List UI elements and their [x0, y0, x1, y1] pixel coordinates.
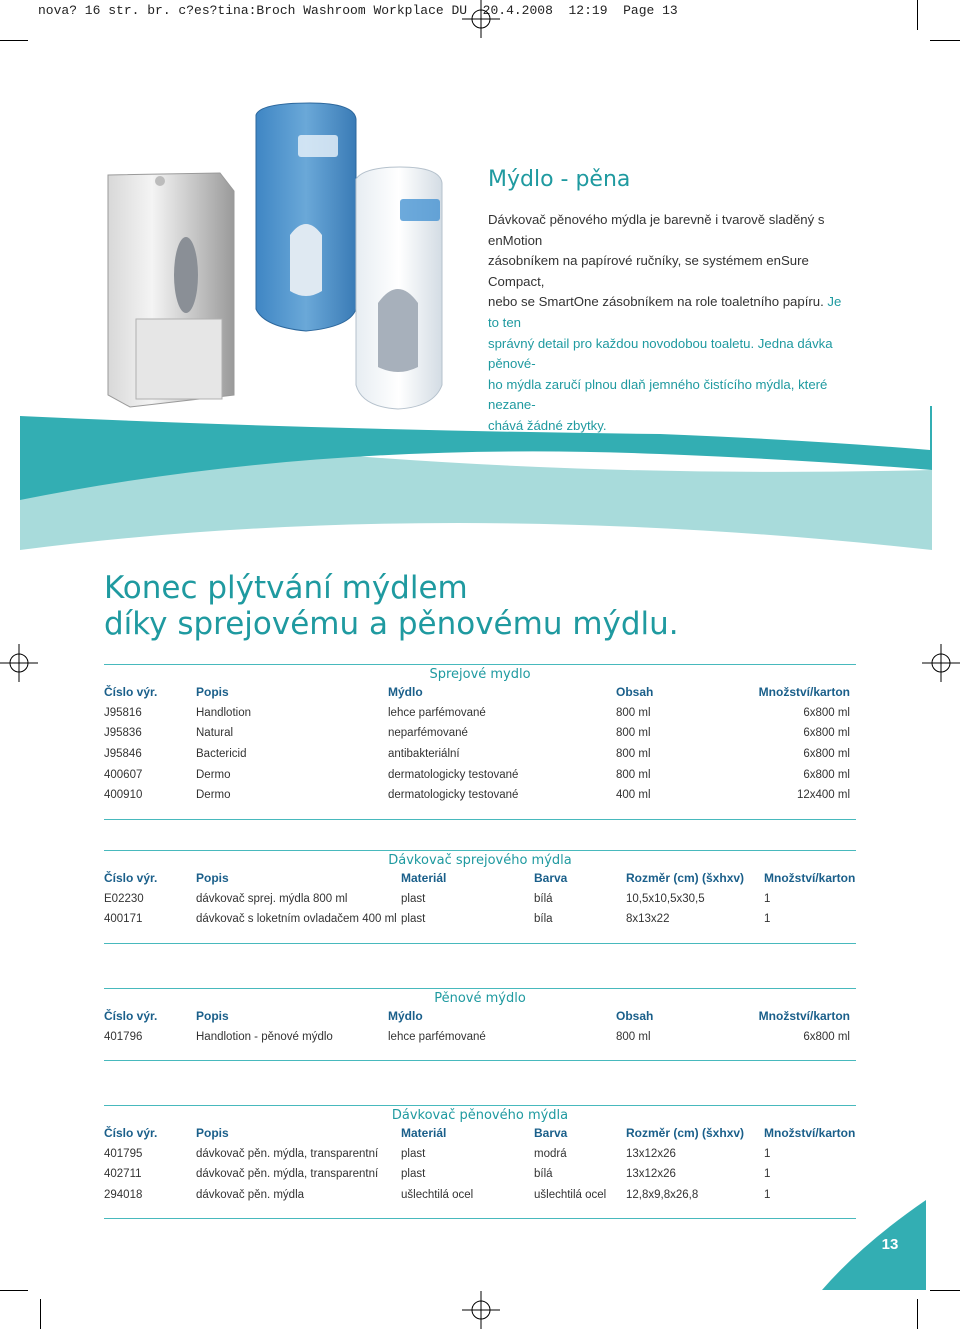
headline	[104, 570, 864, 642]
foam-dispenser-table	[104, 1123, 864, 1205]
column-header: Množství/karton	[764, 871, 856, 886]
table-row	[104, 785, 864, 806]
table-cell: 13x12x26	[626, 1168, 676, 1181]
section-rule	[104, 819, 856, 820]
table-cell: 6x800 ml	[803, 748, 850, 761]
column-header: Množství/karton	[764, 1126, 856, 1141]
spray-dispenser-section	[104, 850, 856, 944]
table-header-row	[104, 682, 864, 703]
table-row	[104, 1027, 864, 1048]
table-cell: Handlotion - pěnové mýdlo	[196, 1030, 333, 1043]
section-title: Dávkovač pěnového mýdla	[391, 1108, 569, 1123]
table-row	[104, 909, 864, 930]
column-header: Rozměr (cm) (šxhxv)	[626, 871, 745, 886]
crop-mark	[930, 1290, 960, 1291]
decorative-wave	[20, 400, 932, 550]
table-cell: modrá	[534, 1147, 567, 1160]
table-cell: 1	[764, 1147, 771, 1160]
table-cell: 6x800 ml	[803, 706, 850, 719]
bottom-registration-mark	[462, 1291, 500, 1329]
foam-dispenser-section	[104, 1105, 856, 1219]
section-rule	[104, 664, 856, 665]
table-cell: 12x400 ml	[796, 789, 850, 802]
table-cell: dávkovač pěn. mýdla, transparentní	[196, 1168, 379, 1181]
table-cell: J95846	[104, 748, 142, 761]
section-rule	[104, 943, 856, 944]
table-row	[104, 764, 864, 785]
spray-dispenser-table	[104, 868, 864, 930]
column-header: Číslo výr.	[104, 685, 158, 700]
intro-line-highlight: Jedna dávka pěnové-	[488, 335, 833, 372]
table-cell: 401795	[104, 1147, 143, 1160]
section-title: Pěnové mýdlo	[434, 991, 526, 1006]
table-cell: neparfémované	[388, 727, 468, 740]
column-header: Popis	[196, 1126, 229, 1141]
intro-line: zásobníkem na papírové ručníky, se systémem enSure Compact,	[488, 253, 809, 289]
table-cell: 12,8x9,8x26,8	[626, 1189, 699, 1202]
intro-line-highlight: ho mýdla zaručí plnou dlaň jemného čistícího mýdla, které nezane-	[488, 376, 828, 413]
table-cell: plast	[401, 1168, 426, 1181]
column-header: Popis	[196, 1009, 229, 1024]
table-cell: 13x12x26	[626, 1147, 676, 1160]
left-registration-mark	[0, 644, 38, 682]
table-row	[104, 723, 864, 744]
table-cell: 6x800 ml	[803, 1030, 850, 1043]
table-cell: dávkovač pěn. mýdla, transparentní	[196, 1147, 379, 1160]
section-title: Sprejové mydlo	[429, 667, 531, 682]
column-header: Číslo výr.	[104, 871, 158, 886]
table-header-row	[104, 868, 864, 889]
section-rule	[104, 1060, 856, 1061]
column-header: Mýdlo	[388, 1009, 423, 1024]
table-cell: lehce parfémované	[388, 1030, 486, 1043]
column-header: Barva	[534, 871, 568, 886]
table-cell: plast	[401, 913, 426, 926]
intro-line-highlight: Je to ten	[488, 294, 842, 330]
column-header: Popis	[196, 685, 229, 700]
table-cell: plast	[401, 1147, 426, 1160]
table-cell: Natural	[196, 727, 234, 740]
table-cell: 800 ml	[616, 1030, 651, 1043]
table-cell: dermatologicky testované	[388, 789, 519, 802]
table-row	[104, 889, 864, 910]
table-row	[104, 1185, 864, 1206]
intro-line-highlight: chává žádné zbytky.	[488, 417, 607, 433]
table-cell: 1	[764, 1189, 771, 1202]
table-cell: J95816	[104, 706, 142, 719]
table-cell: Dermo	[196, 789, 231, 802]
table-cell: bílá	[534, 892, 553, 905]
crop-mark	[917, 1299, 918, 1329]
page-number: 13	[881, 1236, 899, 1253]
table-cell: 800 ml	[616, 706, 651, 719]
spray-soap-table	[104, 682, 864, 806]
table-cell: antibakteriální	[388, 748, 460, 761]
table-cell: 800 ml	[616, 727, 651, 740]
table-cell: 800 ml	[616, 768, 651, 781]
table-row	[104, 1144, 864, 1165]
table-cell: 401796	[104, 1030, 143, 1043]
table-cell: 294018	[104, 1189, 143, 1202]
intro-line-highlight: správný detail pro každou novodobou toaletu.	[488, 335, 755, 351]
column-header: Popis	[196, 871, 229, 886]
column-header: Rozměr (cm) (šxhxv)	[626, 1126, 745, 1141]
table-cell: 10,5x10,5x30,5	[626, 892, 705, 905]
table-row	[104, 744, 864, 765]
table-cell: 400607	[104, 768, 143, 781]
table-cell: bíla	[534, 913, 553, 926]
table-cell: E02230	[104, 892, 144, 905]
table-cell: 6x800 ml	[803, 768, 850, 781]
soap-dispensers-illustration	[100, 95, 480, 415]
crop-mark	[930, 40, 960, 41]
table-cell: 1	[764, 892, 771, 905]
column-header: Množství/karton	[758, 685, 850, 700]
table-header-row	[104, 1123, 864, 1144]
table-row	[104, 1164, 864, 1185]
top-registration-mark	[462, 0, 500, 38]
right-registration-mark	[922, 644, 960, 682]
column-header: Číslo výr.	[104, 1009, 158, 1024]
table-cell: 8x13x22	[626, 913, 670, 926]
table-cell: 800 ml	[616, 748, 651, 761]
table-cell: Bactericid	[196, 748, 247, 761]
table-header-row	[104, 1006, 864, 1027]
table-cell: dávkovač sprej. mýdla 800 ml	[196, 892, 348, 905]
table-cell: 400 ml	[616, 789, 651, 802]
intro-line: nebo se SmartOne zásobníkem na role toaletního papíru.	[488, 294, 824, 310]
table-cell: dávkovač pěn. mýdla	[196, 1189, 305, 1202]
column-header: Materiál	[401, 1126, 447, 1141]
table-cell: 402711	[104, 1168, 142, 1181]
table-cell: 6x800 ml	[803, 727, 850, 740]
column-header: Barva	[534, 1126, 568, 1141]
table-cell: Handlotion	[196, 706, 251, 719]
column-header: Mýdlo	[388, 685, 423, 700]
intro-line: Dávkovač pěnového mýdla je barevně i tvarově sladěný s enMotion	[488, 212, 825, 248]
table-cell: bílá	[534, 1168, 553, 1181]
column-header: Číslo výr.	[104, 1126, 158, 1141]
table-cell: ušlechtilá ocel	[534, 1189, 607, 1202]
table-cell: Dermo	[196, 768, 231, 781]
table-cell: dermatologicky testované	[388, 768, 519, 781]
table-cell: 400171	[104, 913, 143, 926]
table-cell: 1	[764, 913, 771, 926]
foam-soap-section	[104, 988, 856, 1061]
section-rule	[104, 1218, 856, 1219]
headline-line: Konec plýtvání mýdlem	[104, 570, 468, 606]
intro-title: Mýdlo - pěna	[488, 167, 631, 192]
section-rule	[104, 1105, 856, 1106]
headline-line: díky sprejovému a pěnovému mýdlu.	[104, 606, 679, 642]
table-cell: ušlechtilá ocel	[401, 1189, 474, 1202]
print-slug: nova? 16 str. br. c?es?tina:Broch Washroom Workplace DU 20.4.2008 12:19 Page 13	[38, 3, 678, 18]
crop-mark	[0, 1290, 28, 1291]
table-cell: J95836	[104, 727, 142, 740]
column-header: Obsah	[616, 685, 654, 700]
column-header: Množství/karton	[758, 1009, 850, 1024]
foam-soap-table	[104, 1006, 864, 1047]
section-rule	[104, 850, 856, 851]
crop-mark	[40, 1299, 41, 1329]
table-cell: 1	[764, 1168, 771, 1181]
table-cell: 400910	[104, 789, 143, 802]
table-cell: dávkovač s loketním ovladačem 400 ml	[196, 913, 397, 926]
section-title: Dávkovač sprejového mýdla	[388, 853, 572, 868]
table-cell: plast	[401, 892, 426, 905]
table-row	[104, 703, 864, 724]
column-header: Obsah	[616, 1009, 654, 1024]
column-header: Materiál	[401, 871, 447, 886]
table-cell: lehce parfémované	[388, 706, 486, 719]
spray-soap-section	[104, 664, 856, 820]
section-rule	[104, 988, 856, 989]
crop-mark	[0, 40, 28, 41]
crop-mark	[917, 0, 918, 30]
